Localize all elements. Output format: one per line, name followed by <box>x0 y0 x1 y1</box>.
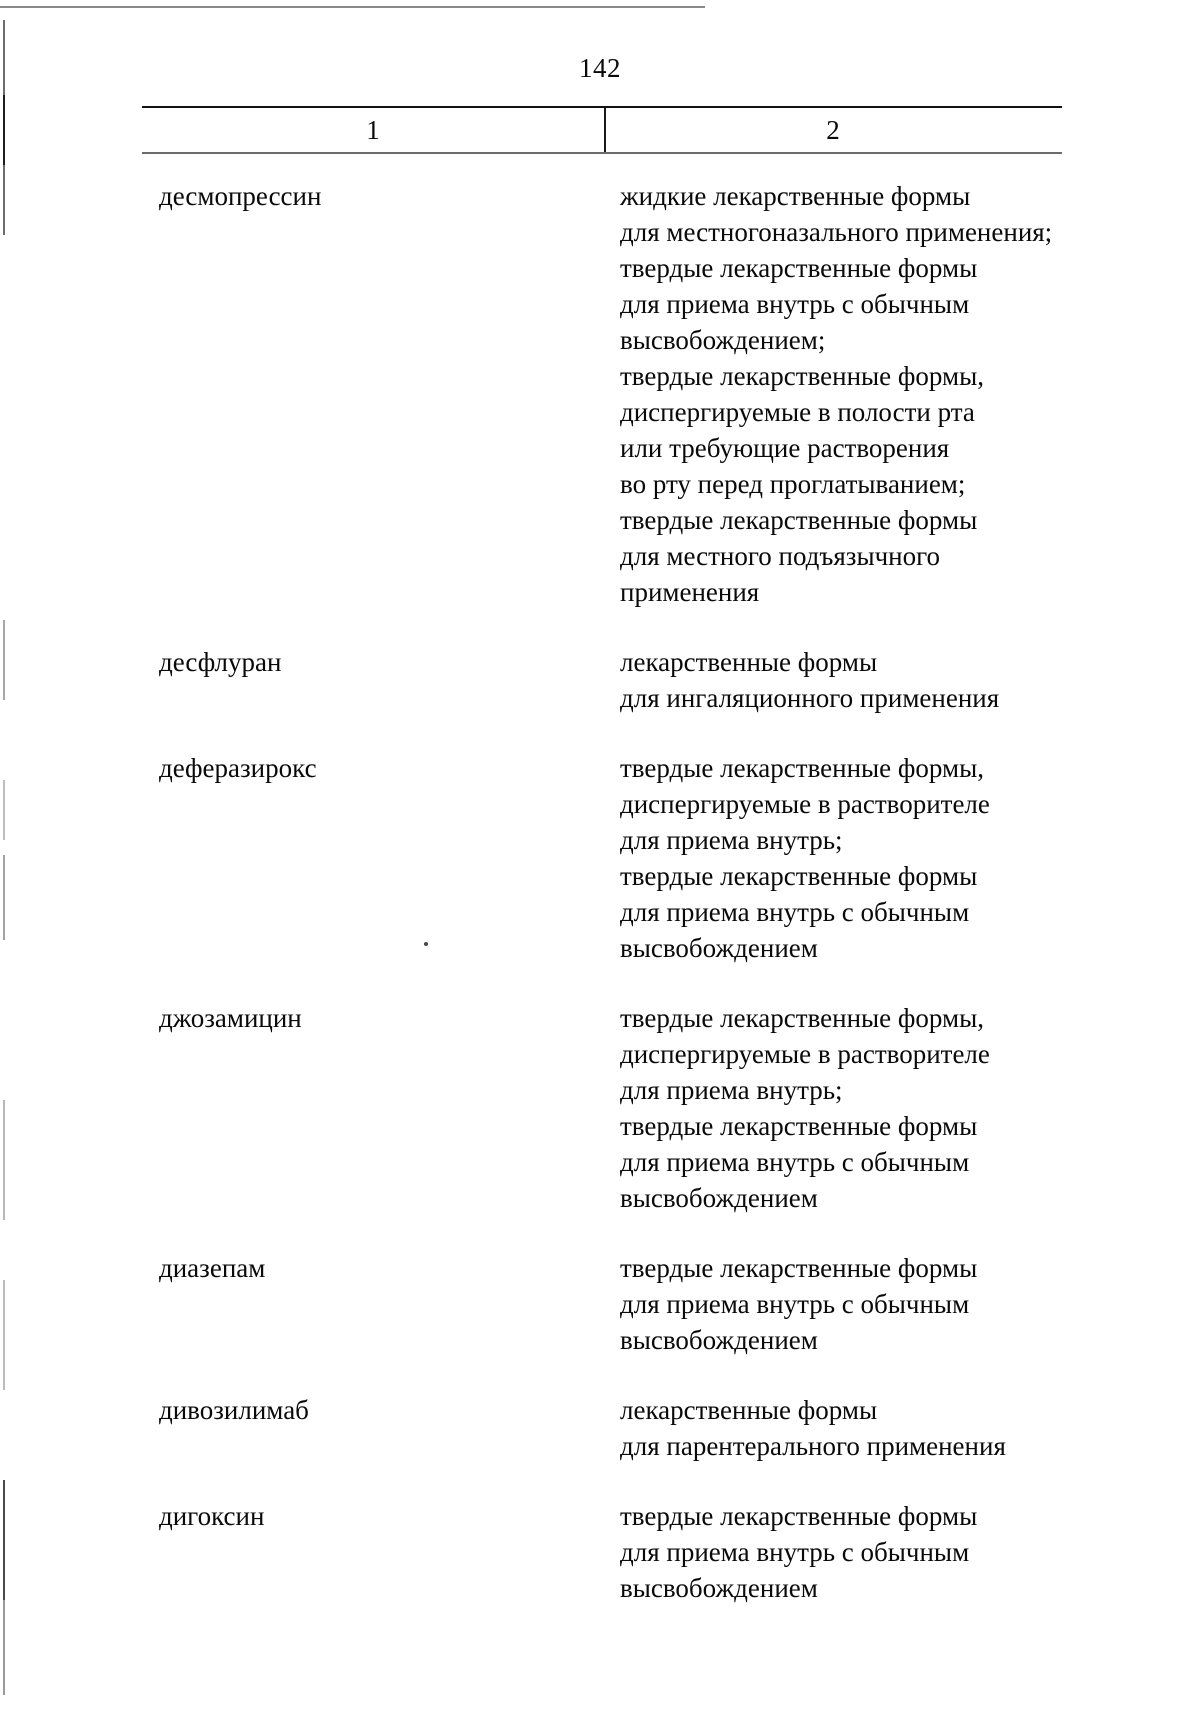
dosage-form-line: для приема внутрь; <box>620 1075 843 1105</box>
dosage-form-line: для ингаляционного применения <box>620 683 1000 713</box>
dosage-form-line: для приема внутрь с обычным <box>620 1147 970 1177</box>
table-row <box>142 750 1062 966</box>
dosage-forms-cell <box>620 1498 1062 1606</box>
medicine-dosage-forms-table <box>142 106 1062 1640</box>
scan-edge-artifact-left <box>3 1280 5 1390</box>
table-row <box>142 178 1062 610</box>
dosage-form-line: во рту перед проглатыванием; <box>620 469 966 499</box>
dosage-forms-cell <box>620 750 1062 966</box>
dosage-forms-cell <box>620 1392 1062 1464</box>
dosage-form-line: высвобождением <box>620 933 818 963</box>
dosage-form-line: для приема внутрь; <box>620 825 843 855</box>
dosage-form-line: высвобождением <box>620 1573 818 1603</box>
dosage-form-line: для местногоназального применения; <box>620 217 1053 247</box>
dosage-form-line: жидкие лекарственные формы <box>620 181 971 211</box>
dosage-form-line: твердые лекарственные формы <box>620 1501 978 1531</box>
dosage-form-line: твердые лекарственные формы <box>620 1111 978 1141</box>
dosage-form-line: твердые лекарственные формы <box>620 861 978 891</box>
dosage-form-line: твердые лекарственные формы, <box>620 1003 984 1033</box>
dosage-form-line: диспергируемые в полости рта <box>620 397 975 427</box>
dosage-forms-cell <box>620 178 1062 610</box>
dosage-forms-cell <box>620 1250 1062 1358</box>
dosage-form-line: твердые лекарственные формы <box>620 253 978 283</box>
dosage-form-line: лекарственные формы <box>620 1395 878 1425</box>
scan-edge-artifact-left <box>3 780 5 840</box>
dosage-form-line: диспергируемые в растворителе <box>620 789 990 819</box>
medicine-name-cell: дивозилимаб <box>159 1395 309 1425</box>
dosage-form-line: для местного подъязычного <box>620 541 941 571</box>
medicine-name-cell: джозамицин <box>159 1003 302 1033</box>
page-number: 142 <box>579 53 621 83</box>
dosage-form-line: для парентерального применения <box>620 1431 1006 1461</box>
medicine-name-cell: десфлуран <box>159 647 282 677</box>
table-row <box>142 1000 1062 1216</box>
table-row <box>142 1392 1062 1464</box>
column-header-1: 1 <box>366 114 380 145</box>
table-row <box>142 1250 1062 1358</box>
medicine-name-cell: деферазирокс <box>159 753 317 783</box>
medicine-name-cell: дигоксин <box>159 1501 265 1531</box>
dosage-form-line: или требующие растворения <box>620 433 950 463</box>
table-header-row <box>142 108 1062 152</box>
table-body <box>142 154 1062 1606</box>
table-row <box>142 644 1062 716</box>
scan-edge-artifact-left <box>3 1480 5 1600</box>
dosage-form-line: высвобождением <box>620 1183 818 1213</box>
dosage-form-line: твердые лекарственные формы <box>620 505 978 535</box>
dosage-form-line: для приема внутрь с обычным <box>620 1537 970 1567</box>
dosage-form-line: применения <box>620 577 760 607</box>
column-divider <box>604 108 606 152</box>
scan-edge-artifact-left <box>3 1100 5 1220</box>
dosage-forms-cell <box>620 1000 1062 1216</box>
scan-edge-artifact-left <box>3 855 5 940</box>
dosage-form-line: диспергируемые в растворителе <box>620 1039 990 1069</box>
dosage-form-line: твердые лекарственные формы <box>620 1253 978 1283</box>
scan-edge-artifact-left <box>3 1600 5 1695</box>
dosage-form-line: для приема внутрь с обычным <box>620 1289 970 1319</box>
scan-edge-artifact-top <box>0 6 705 8</box>
dosage-form-line: для приема внутрь с обычным <box>620 289 970 319</box>
scan-edge-artifact-left <box>3 95 5 165</box>
table-row <box>142 1498 1062 1606</box>
dosage-form-line: высвобождением <box>620 1325 818 1355</box>
dosage-forms-cell <box>620 644 1062 716</box>
dosage-form-line: высвобождением; <box>620 325 826 355</box>
medicine-name-cell: десмопрессин <box>159 181 322 211</box>
scan-edge-artifact-left <box>3 620 5 700</box>
dosage-form-line: твердые лекарственные формы, <box>620 361 984 391</box>
column-header-2: 2 <box>826 114 840 145</box>
medicine-name-cell: диазепам <box>159 1253 266 1283</box>
dosage-form-line: лекарственные формы <box>620 647 878 677</box>
dosage-form-line: твердые лекарственные формы, <box>620 753 984 783</box>
dosage-form-line: для приема внутрь с обычным <box>620 897 970 927</box>
